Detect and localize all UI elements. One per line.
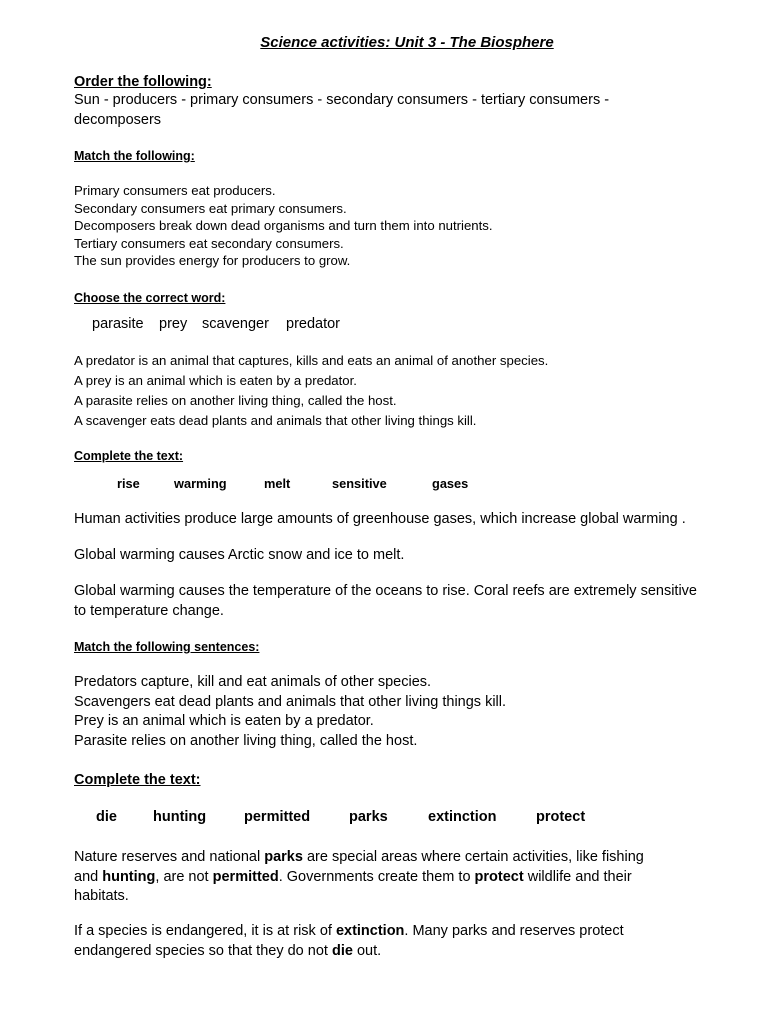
word-bank-item: melt [264,476,291,491]
sentence-line: Scavengers eat dead plants and animals that other living things kill. [74,693,507,710]
match-sentences-heading: Match the following sentences: [74,640,260,654]
filled-word: permitted [212,868,279,885]
match-line: Primary consumers eat producers. [74,183,276,198]
word-bank-item: parasite [92,316,144,332]
complete-para-4 [74,848,744,907]
choose-section [74,290,744,306]
word-bank-item: sensitive [332,476,387,491]
filled-word: die [331,942,353,959]
order-heading: Order the following: [74,74,212,90]
word-bank-item: gases [432,476,469,491]
paragraph-line [74,848,744,868]
order-line-2: decomposers [74,111,162,128]
choose-heading: Choose the correct word: [74,291,226,305]
match-line: Secondary consumers eat primary consumers. [74,200,347,216]
complete-section-1 [74,448,744,464]
text-run: wildlife and their [523,868,632,885]
paragraph-line [74,922,744,942]
paragraph-text: Human activities produce large amounts of greenhouse gases, which increase global warming . [74,511,686,527]
complete-heading-1: Complete the text: [74,449,184,463]
complete-heading-2: Complete the text: [74,772,201,788]
order-line-1: Sun - producers - primary consumers - secondary consumers - tertiary consumers - [74,92,610,108]
complete-section-2 [74,771,744,789]
paragraph-text: to temperature change. [74,602,224,619]
match-list [74,182,744,270]
text-run: , are not [155,868,213,885]
text-run: endangered species so that they do not [74,942,332,959]
match-line: Tertiary consumers eat secondary consumers. [74,235,344,251]
complete-para-1 [74,510,744,530]
text-run: . Governments create them to [278,868,475,885]
word-bank-item: warming [174,476,227,491]
order-section [74,73,744,130]
word-bank-item: scavenger [202,316,269,332]
filled-word: protect [474,868,524,885]
choose-line: A scavenger eats dead plants and animals that other living things kill. [74,413,477,428]
complete-para-3 [74,582,744,621]
text-run: . Many parks and reserves protect [404,923,624,939]
sentence-line: Parasite relies on another living thing, called the host. [74,732,418,749]
match-line: The sun provides energy for producers to grow. [74,253,351,269]
sentence-line: Prey is an animal which is eaten by a predator. [74,713,374,729]
word-bank-item: prey [159,316,188,332]
word-bank-item: extinction [428,809,497,825]
complete-para-2 [74,546,744,566]
filled-word: extinction [335,923,405,939]
page-title: Science activities: Unit 3 - The Biosphere [260,34,554,51]
choose-answers [74,351,744,431]
word-bank-item: die [96,809,117,825]
word-bank-item: parks [349,809,388,825]
match-heading: Match the following: [74,149,195,163]
choose-line: A predator is an animal that captures, kills and eats an animal of another species. [74,353,549,368]
filled-word: hunting [102,868,156,885]
paragraph-text: Global warming causes Arctic snow and ice to melt. [74,547,405,563]
text-run: are special areas where certain activities, like fishing [302,849,644,865]
text-run: out. [352,942,382,959]
paragraph-text: Global warming causes the temperature of the oceans to rise. Coral reefs are extremely sensitive [74,583,697,599]
complete-para-5 [74,922,744,961]
text-run: and [74,868,103,885]
match-section [74,148,744,164]
paragraph-line [74,942,744,962]
word-bank-item: predator [286,316,341,332]
text-run: Nature reserves and national [74,849,265,865]
match-line: Decomposers break down dead organisms and turn them into nutrients. [74,218,493,234]
text-run: If a species is endangered, it is at risk of [74,923,336,939]
word-bank-item: permitted [244,809,311,825]
paragraph-line [74,868,744,888]
word-bank-item: protect [536,809,586,825]
word-bank-item: rise [117,476,140,491]
filled-word: parks [264,849,303,865]
paragraph-line: habitats. [74,888,129,904]
match-sentences-list [74,673,744,751]
choose-line: A prey is an animal which is eaten by a predator. [74,373,357,388]
sentence-line: Predators capture, kill and eat animals of other species. [74,674,432,690]
word-bank-item: hunting [153,809,207,825]
match-sentences-section [74,639,744,655]
choose-line: A parasite relies on another living thing, called the host. [74,393,397,408]
